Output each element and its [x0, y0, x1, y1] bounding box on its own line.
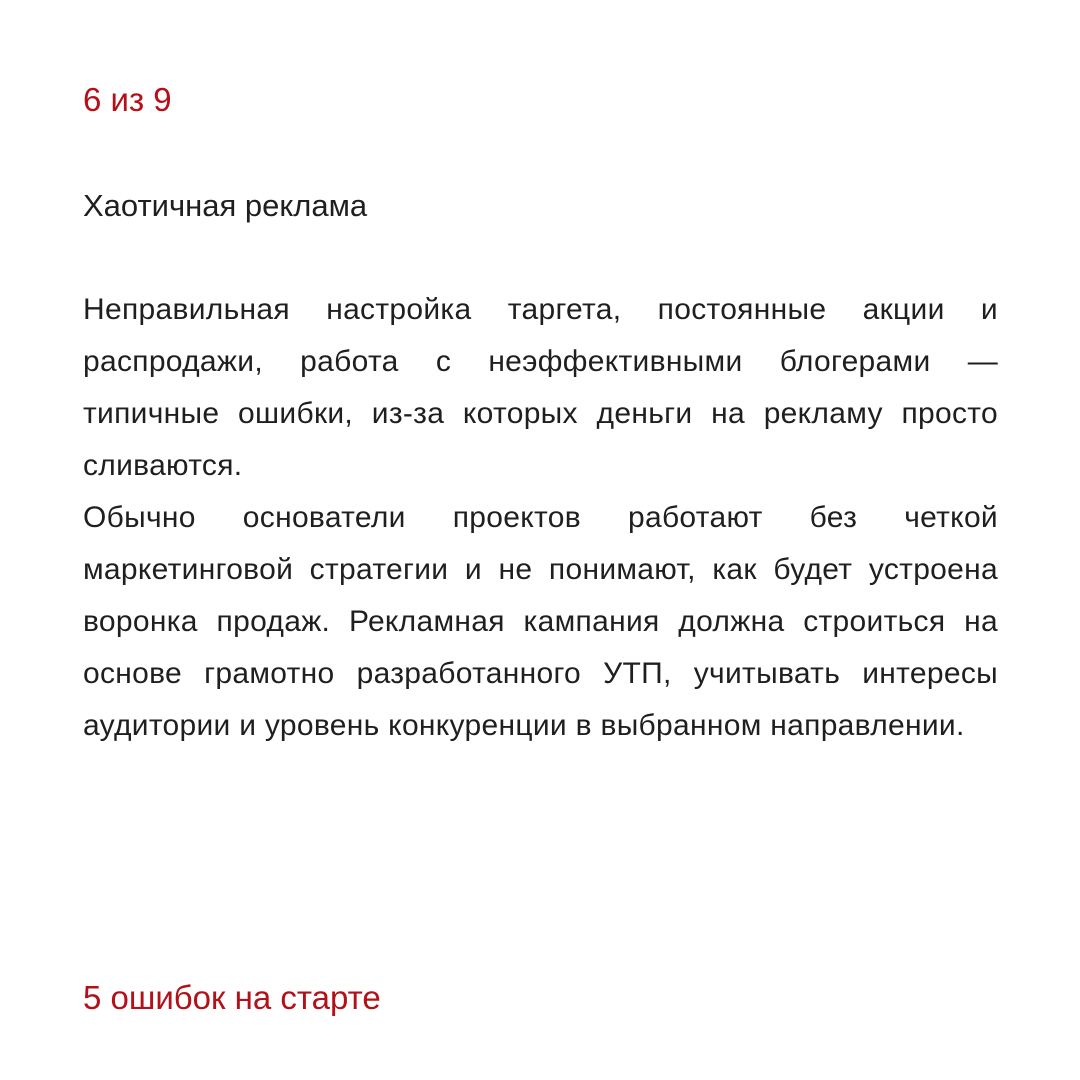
body-paragraph-2: Обычно основатели проектов работают без четкой маркетинговой стратегии и не понимают, как будет устроена воронка продаж. Рекламная кампания должна строиться на основе грамотно разработанного УТП, учитывать интересы аудитории и уровень конкуренции в выбранном направлении. — [83, 501, 998, 742]
body-text — [83, 284, 998, 752]
slide-heading: Хаотичная реклама — [83, 188, 368, 223]
slide-counter: 6 из 9 — [83, 81, 172, 118]
body-paragraph-1: Неправильная настройка таргета, постоянные акции и распродажи, работа с неэффективными блогерами — типичные ошибки, из-за которых деньги на рекламу просто сливаются. — [83, 293, 998, 482]
series-title: 5 ошибок на старте — [83, 979, 381, 1016]
